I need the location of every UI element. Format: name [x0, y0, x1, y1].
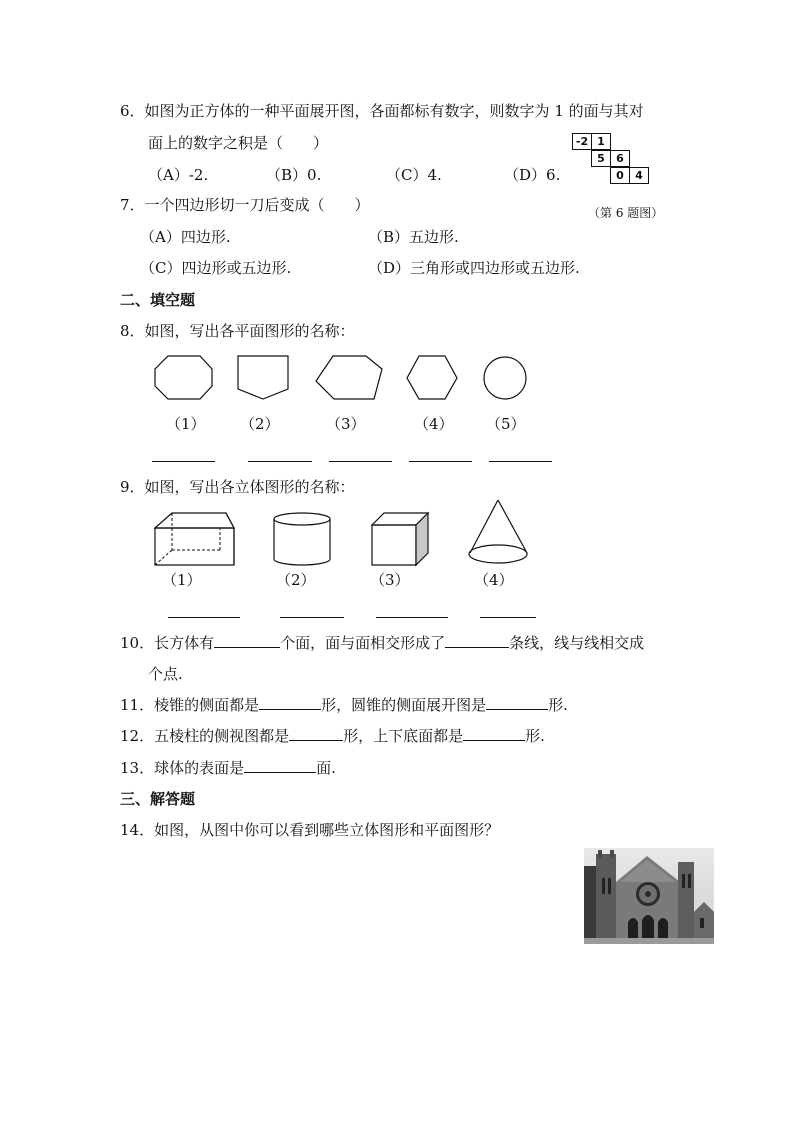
answer-blank[interactable]: [376, 617, 448, 618]
q10-text-c: 条线，线与线相交成: [509, 634, 645, 652]
q10-text-a: 10．长方体有: [120, 634, 215, 652]
q12-text-b: 形，上下底面都是: [343, 727, 464, 745]
cone-shape: [469, 500, 527, 563]
section-fill-in-title: 二、填空题: [120, 291, 196, 309]
answer-blank[interactable]: [259, 695, 321, 710]
q8-label-3: （3）: [326, 415, 366, 433]
q11-line: [120, 695, 568, 715]
q11-text-c: 形.: [548, 696, 568, 714]
q6-line2: 面上的数字之积是（ ）: [148, 134, 329, 152]
cube-shape: [372, 513, 428, 565]
q12-text-c: 形.: [525, 727, 545, 745]
q13-text-a: 13．球体的表面是: [120, 759, 245, 777]
answer-blank[interactable]: [463, 726, 525, 741]
q12-line: [120, 726, 545, 746]
q8-label-2: （2）: [240, 415, 280, 433]
q6-figure-caption: （第 6 题图）: [588, 206, 664, 220]
answer-blank[interactable]: [486, 695, 548, 710]
q10-text-b: 个面，面与面相交形成了: [280, 634, 446, 652]
net-cell: -2: [572, 133, 592, 150]
q10-line1: [120, 633, 644, 653]
church-photo-drawing: [584, 848, 714, 944]
q9-label-3: （3）: [370, 571, 410, 589]
q11-text-a: 11．棱锥的侧面都是: [120, 696, 260, 714]
answer-blank[interactable]: [168, 617, 240, 618]
q9-label-2: （2）: [276, 571, 316, 589]
q6-line1: 6．如图为正方体的一种平面展开图，各面都标有数字，则数字为 1 的面与其对: [120, 102, 644, 120]
q12-text-a: 12．五棱柱的侧视图都是: [120, 727, 290, 745]
answer-blank[interactable]: [214, 633, 280, 648]
answer-blank[interactable]: [280, 617, 344, 618]
q8-label-4: （4）: [414, 415, 454, 433]
section-answer-title: 三、解答题: [120, 790, 196, 808]
q8-label-1: （1）: [166, 415, 206, 433]
q7-option-a: （A）四边形.: [140, 228, 231, 246]
q6-option-a: （A）-2.: [148, 166, 209, 184]
q9-label-1: （1）: [162, 571, 202, 589]
q13-text-b: 面.: [316, 759, 336, 777]
net-cell: 1: [591, 133, 611, 150]
q7-line1: 7．一个四边形切一刀后变成（ ）: [120, 196, 370, 214]
net-cell: 0: [610, 167, 630, 184]
q10-line2: 个点.: [148, 665, 183, 683]
q6-option-c: （C）4.: [386, 166, 442, 184]
prism-shape: [155, 513, 234, 565]
q9-text: 9．如图，写出各立体图形的名称：: [120, 478, 355, 496]
q7-option-d: （D）三角形或四边形或五边形.: [368, 259, 580, 277]
answer-blank[interactable]: [445, 633, 509, 648]
net-cell: 5: [591, 150, 611, 167]
q9-label-4: （4）: [474, 571, 514, 589]
q7-option-c: （C）四边形或五边形.: [140, 259, 292, 277]
answer-blank[interactable]: [480, 617, 536, 618]
q14-text: 14．如图，从图中你可以看到哪些立体图形和平面图形？: [120, 821, 500, 839]
q8-text: 8．如图，写出各平面图形的名称：: [120, 322, 355, 340]
q6-option-b: （B）0.: [266, 166, 322, 184]
q6-option-d: （D）6.: [504, 166, 561, 184]
net-cell: 4: [629, 167, 649, 184]
q7-option-b: （B）五边形.: [368, 228, 459, 246]
q8-label-5: （5）: [486, 415, 526, 433]
church-photo: [584, 848, 714, 944]
answer-blank[interactable]: [244, 758, 316, 773]
q13-line: [120, 758, 336, 778]
q11-text-b: 形，圆锥的侧面展开图是: [321, 696, 487, 714]
net-cell: 6: [610, 150, 630, 167]
cylinder-shape: [274, 513, 330, 565]
answer-blank[interactable]: [289, 726, 343, 741]
